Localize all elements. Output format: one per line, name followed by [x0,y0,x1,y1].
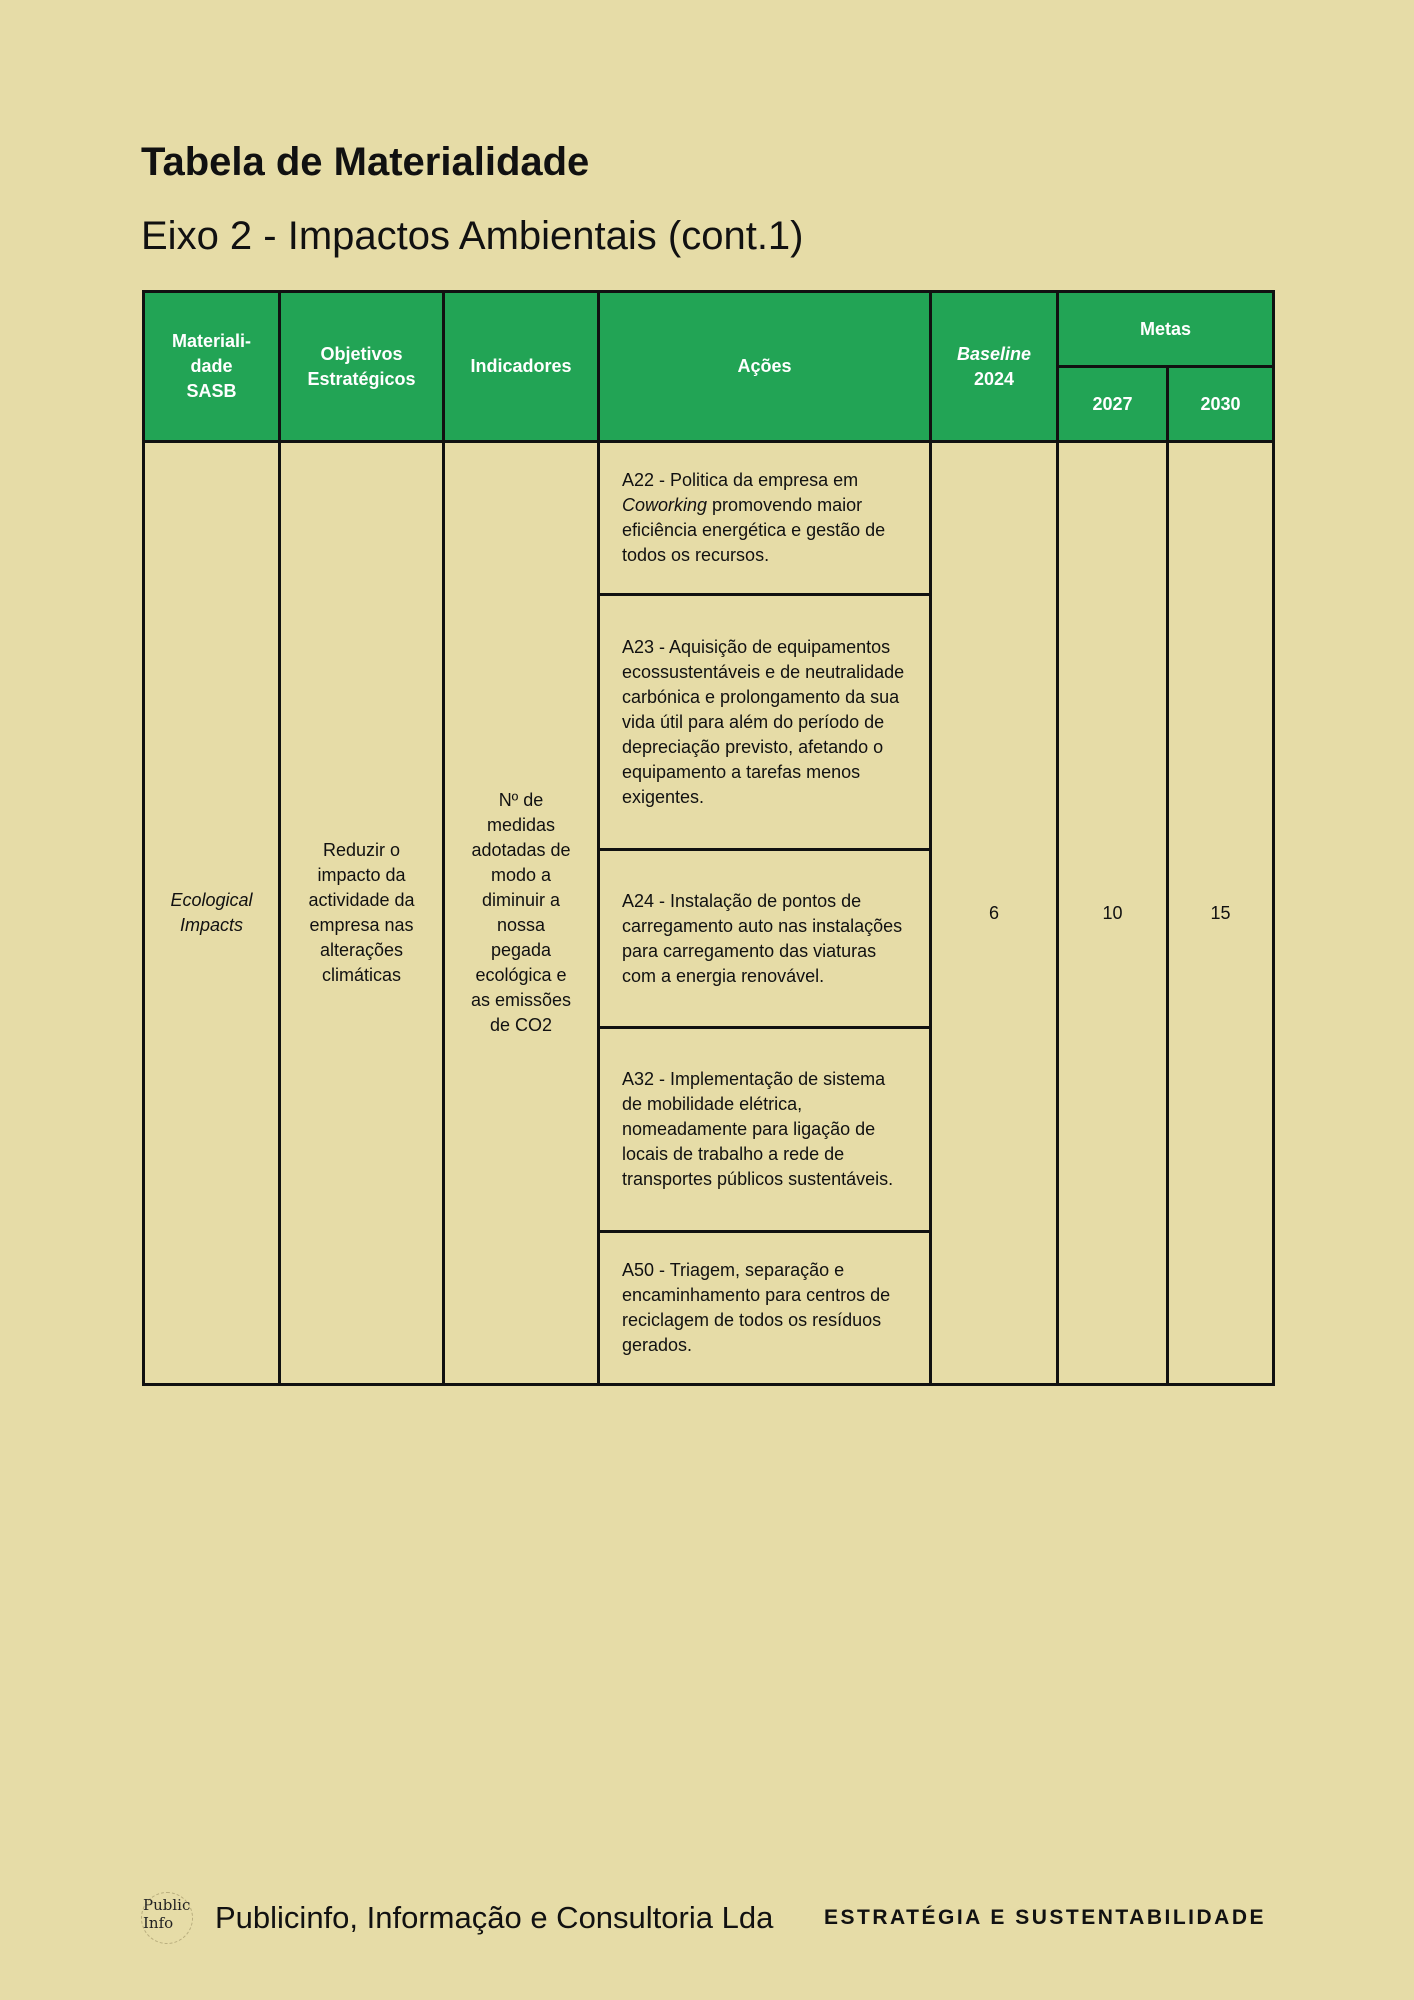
page-title: Tabela de Materialidade [141,140,590,184]
acao-a22: A22 - Politica da empresa em Coworking promovendo maior eficiência energética e gestão de todos os recursos. [599,442,931,595]
materiality-table [142,290,1275,1386]
header-meta-2030: 2030 [1168,367,1274,442]
footer-company-name: Publicinfo, Informação e Consultoria Lda [215,1900,774,1935]
cell-meta-2027: 10 [1058,442,1168,1385]
cell-meta-2030: 15 [1168,442,1274,1385]
footer-section-title: ESTRATÉGIA E SUSTENTABILIDADE [824,1906,1266,1929]
header-acoes: Ações [599,292,931,442]
cell-indicador: Nº de medidas adotadas de modo a diminuir a nossa pegada ecológica e as emissões de CO2 [444,442,599,1385]
acao-a24: A24 - Instalação de pontos de carregamento auto nas instalações para carregamento das viaturas com a energia renovável. [599,850,931,1028]
acao-a23: A23 - Aquisição de equipamentos ecossustentáveis e de neutralidade carbónica e prolongamento da sua vida útil para além do período de depreciação previsto, afetando o equipamento a tarefas menos exigentes. [599,595,931,850]
header-baseline: Baseline 2024 [931,292,1058,442]
cell-baseline: 6 [931,442,1058,1385]
header-indicadores: Indicadores [444,292,599,442]
cell-objetivo: Reduzir o impacto da actividade da empresa nas alterações climáticas [280,442,444,1385]
company-logo: Public Info [141,1892,193,1944]
page-subtitle: Eixo 2 - Impactos Ambientais (cont.1) [141,214,804,258]
header-materialidade: Materiali- dade SASB [144,292,280,442]
header-objetivos: Objetivos Estratégicos [280,292,444,442]
acao-a32: A32 - Implementação de sistema de mobilidade elétrica, nomeadamente para ligação de locais de trabalho a rede de transportes públicos sustentáveis. [599,1028,931,1232]
acao-a50: A50 - Triagem, separação e encaminhamento para centros de reciclagem de todos os resíduos gerados. [599,1232,931,1385]
header-meta-2027: 2027 [1058,367,1168,442]
cell-materialidade: Ecological Impacts [144,442,280,1385]
header-metas: Metas [1058,292,1274,367]
